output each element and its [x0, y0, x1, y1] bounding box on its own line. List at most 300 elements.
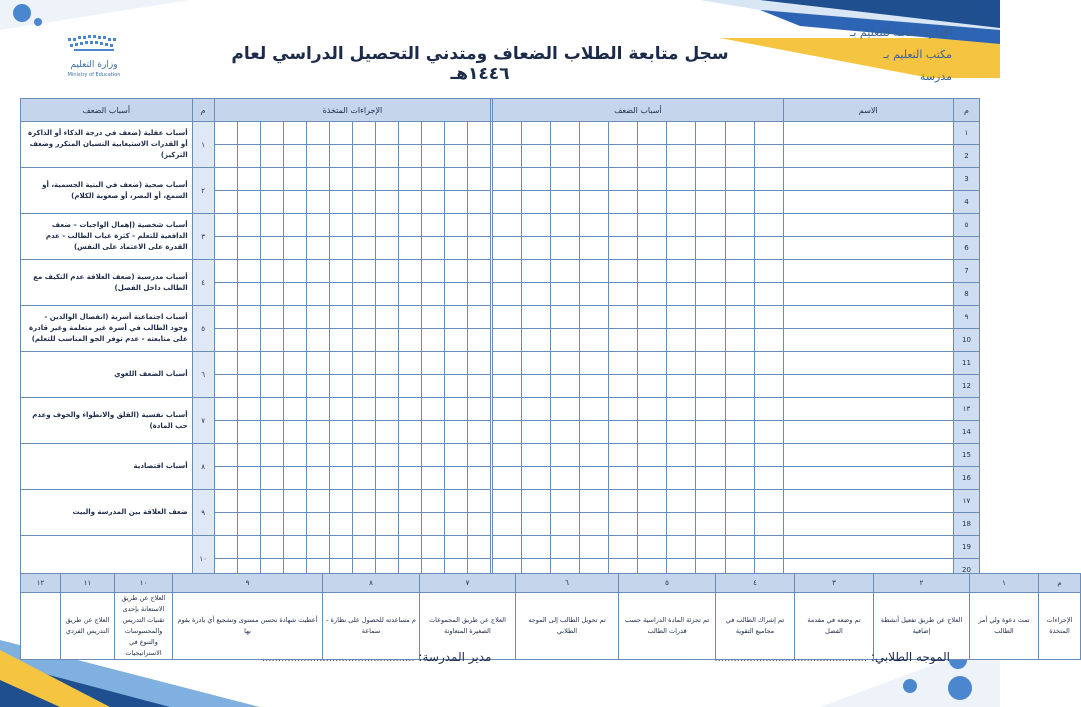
action-check-cell[interactable] [445, 260, 468, 283]
weakness-check-cell[interactable] [551, 490, 580, 513]
weakness-check-cell[interactable] [725, 352, 754, 375]
weakness-check-cell[interactable] [667, 398, 696, 421]
action-check-cell[interactable] [422, 490, 445, 513]
weakness-check-cell[interactable] [725, 329, 754, 352]
action-check-cell[interactable] [352, 375, 375, 398]
weakness-check-cell[interactable] [580, 260, 609, 283]
action-check-cell[interactable] [306, 421, 329, 444]
action-check-cell[interactable] [376, 513, 399, 536]
weakness-check-cell[interactable] [725, 214, 754, 237]
action-check-cell[interactable] [237, 329, 260, 352]
action-check-cell[interactable] [352, 168, 375, 191]
action-check-cell[interactable] [445, 467, 468, 490]
action-check-cell[interactable] [237, 260, 260, 283]
action-check-cell[interactable] [214, 536, 237, 559]
action-check-cell[interactable] [329, 145, 352, 168]
action-check-cell[interactable] [283, 191, 306, 214]
weakness-check-cell[interactable] [580, 490, 609, 513]
action-check-cell[interactable] [237, 536, 260, 559]
weakness-check-cell[interactable] [493, 490, 522, 513]
weakness-check-cell[interactable] [725, 398, 754, 421]
action-check-cell[interactable] [260, 260, 283, 283]
action-check-cell[interactable] [445, 490, 468, 513]
weakness-check-cell[interactable] [638, 214, 667, 237]
weakness-check-cell[interactable] [609, 214, 638, 237]
weakness-check-cell[interactable] [493, 145, 522, 168]
action-check-cell[interactable] [214, 283, 237, 306]
action-check-cell[interactable] [399, 260, 422, 283]
action-check-cell[interactable] [352, 191, 375, 214]
weakness-check-cell[interactable] [638, 191, 667, 214]
action-check-cell[interactable] [399, 490, 422, 513]
weakness-check-cell[interactable] [696, 122, 725, 145]
action-check-cell[interactable] [237, 214, 260, 237]
action-check-cell[interactable] [214, 260, 237, 283]
action-check-cell[interactable] [422, 237, 445, 260]
action-check-cell[interactable] [352, 490, 375, 513]
action-check-cell[interactable] [214, 375, 237, 398]
action-check-cell[interactable] [214, 490, 237, 513]
action-check-cell[interactable] [445, 191, 468, 214]
weakness-check-cell[interactable] [580, 214, 609, 237]
action-check-cell[interactable] [445, 513, 468, 536]
weakness-check-cell[interactable] [493, 237, 522, 260]
action-check-cell[interactable] [399, 283, 422, 306]
weakness-check-cell[interactable] [551, 122, 580, 145]
action-check-cell[interactable] [445, 329, 468, 352]
weakness-check-cell[interactable] [638, 352, 667, 375]
action-check-cell[interactable] [399, 375, 422, 398]
action-check-cell[interactable] [422, 306, 445, 329]
action-check-cell[interactable] [468, 444, 491, 467]
action-check-cell[interactable] [376, 467, 399, 490]
weakness-check-cell[interactable] [551, 375, 580, 398]
weakness-check-cell[interactable] [754, 398, 783, 421]
weakness-check-cell[interactable] [580, 513, 609, 536]
weakness-check-cell[interactable] [522, 444, 551, 467]
action-check-cell[interactable] [214, 306, 237, 329]
weakness-check-cell[interactable] [551, 444, 580, 467]
action-check-cell[interactable] [376, 237, 399, 260]
action-check-cell[interactable] [376, 444, 399, 467]
action-check-cell[interactable] [422, 122, 445, 145]
weakness-check-cell[interactable] [725, 122, 754, 145]
weakness-check-cell[interactable] [696, 398, 725, 421]
weakness-check-cell[interactable] [696, 329, 725, 352]
action-check-cell[interactable] [376, 398, 399, 421]
weakness-check-cell[interactable] [522, 283, 551, 306]
action-check-cell[interactable] [376, 375, 399, 398]
action-check-cell[interactable] [422, 421, 445, 444]
weakness-check-cell[interactable] [696, 467, 725, 490]
weakness-check-cell[interactable] [551, 536, 580, 559]
weakness-check-cell[interactable] [580, 168, 609, 191]
action-check-cell[interactable] [329, 421, 352, 444]
weakness-check-cell[interactable] [522, 398, 551, 421]
action-check-cell[interactable] [237, 237, 260, 260]
action-check-cell[interactable] [445, 283, 468, 306]
action-check-cell[interactable] [376, 490, 399, 513]
action-check-cell[interactable] [237, 421, 260, 444]
action-check-cell[interactable] [422, 467, 445, 490]
student-name-cell[interactable] [783, 444, 953, 467]
action-check-cell[interactable] [260, 145, 283, 168]
action-check-cell[interactable] [352, 536, 375, 559]
weakness-check-cell[interactable] [493, 122, 522, 145]
weakness-check-cell[interactable] [551, 398, 580, 421]
weakness-check-cell[interactable] [696, 444, 725, 467]
weakness-check-cell[interactable] [493, 283, 522, 306]
action-check-cell[interactable] [399, 421, 422, 444]
action-check-cell[interactable] [352, 444, 375, 467]
weakness-check-cell[interactable] [638, 375, 667, 398]
weakness-check-cell[interactable] [725, 375, 754, 398]
weakness-check-cell[interactable] [696, 490, 725, 513]
weakness-check-cell[interactable] [493, 375, 522, 398]
weakness-check-cell[interactable] [609, 398, 638, 421]
weakness-check-cell[interactable] [609, 191, 638, 214]
action-check-cell[interactable] [260, 467, 283, 490]
weakness-check-cell[interactable] [580, 375, 609, 398]
weakness-check-cell[interactable] [522, 122, 551, 145]
weakness-check-cell[interactable] [551, 191, 580, 214]
action-check-cell[interactable] [445, 168, 468, 191]
weakness-check-cell[interactable] [493, 536, 522, 559]
action-check-cell[interactable] [422, 145, 445, 168]
action-check-cell[interactable] [376, 168, 399, 191]
weakness-check-cell[interactable] [725, 536, 754, 559]
weakness-check-cell[interactable] [638, 145, 667, 168]
action-check-cell[interactable] [306, 375, 329, 398]
weakness-check-cell[interactable] [667, 467, 696, 490]
weakness-check-cell[interactable] [551, 306, 580, 329]
action-check-cell[interactable] [352, 329, 375, 352]
weakness-check-cell[interactable] [667, 536, 696, 559]
action-check-cell[interactable] [422, 191, 445, 214]
action-check-cell[interactable] [214, 214, 237, 237]
action-check-cell[interactable] [329, 306, 352, 329]
weakness-check-cell[interactable] [638, 513, 667, 536]
weakness-check-cell[interactable] [551, 352, 580, 375]
weakness-check-cell[interactable] [551, 283, 580, 306]
action-check-cell[interactable] [376, 145, 399, 168]
weakness-check-cell[interactable] [580, 191, 609, 214]
action-check-cell[interactable] [260, 329, 283, 352]
weakness-check-cell[interactable] [725, 444, 754, 467]
action-check-cell[interactable] [214, 122, 237, 145]
action-check-cell[interactable] [237, 467, 260, 490]
student-name-cell[interactable] [783, 306, 953, 329]
weakness-check-cell[interactable] [609, 145, 638, 168]
weakness-check-cell[interactable] [522, 329, 551, 352]
action-check-cell[interactable] [399, 122, 422, 145]
action-check-cell[interactable] [260, 122, 283, 145]
action-check-cell[interactable] [214, 398, 237, 421]
weakness-check-cell[interactable] [696, 145, 725, 168]
weakness-check-cell[interactable] [609, 444, 638, 467]
action-check-cell[interactable] [352, 237, 375, 260]
weakness-check-cell[interactable] [667, 237, 696, 260]
weakness-check-cell[interactable] [754, 283, 783, 306]
student-name-cell[interactable] [783, 191, 953, 214]
action-check-cell[interactable] [468, 283, 491, 306]
action-check-cell[interactable] [283, 375, 306, 398]
weakness-check-cell[interactable] [580, 283, 609, 306]
action-check-cell[interactable] [376, 260, 399, 283]
action-check-cell[interactable] [422, 329, 445, 352]
student-name-cell[interactable] [783, 329, 953, 352]
weakness-check-cell[interactable] [522, 237, 551, 260]
weakness-check-cell[interactable] [522, 536, 551, 559]
weakness-check-cell[interactable] [667, 122, 696, 145]
action-check-cell[interactable] [237, 145, 260, 168]
weakness-check-cell[interactable] [696, 214, 725, 237]
weakness-check-cell[interactable] [609, 513, 638, 536]
weakness-check-cell[interactable] [551, 168, 580, 191]
weakness-check-cell[interactable] [754, 237, 783, 260]
weakness-check-cell[interactable] [609, 122, 638, 145]
action-check-cell[interactable] [260, 283, 283, 306]
action-check-cell[interactable] [399, 398, 422, 421]
weakness-check-cell[interactable] [522, 214, 551, 237]
weakness-check-cell[interactable] [754, 306, 783, 329]
weakness-check-cell[interactable] [696, 513, 725, 536]
weakness-check-cell[interactable] [609, 329, 638, 352]
weakness-check-cell[interactable] [754, 145, 783, 168]
weakness-check-cell[interactable] [609, 168, 638, 191]
weakness-check-cell[interactable] [696, 306, 725, 329]
action-check-cell[interactable] [306, 260, 329, 283]
weakness-check-cell[interactable] [667, 329, 696, 352]
weakness-check-cell[interactable] [580, 444, 609, 467]
weakness-check-cell[interactable] [638, 283, 667, 306]
action-check-cell[interactable] [468, 260, 491, 283]
action-check-cell[interactable] [399, 191, 422, 214]
weakness-check-cell[interactable] [725, 168, 754, 191]
action-check-cell[interactable] [352, 513, 375, 536]
action-check-cell[interactable] [399, 513, 422, 536]
weakness-check-cell[interactable] [493, 421, 522, 444]
action-check-cell[interactable] [468, 421, 491, 444]
action-check-cell[interactable] [376, 283, 399, 306]
action-check-cell[interactable] [376, 421, 399, 444]
weakness-check-cell[interactable] [522, 352, 551, 375]
weakness-check-cell[interactable] [696, 375, 725, 398]
action-check-cell[interactable] [237, 375, 260, 398]
action-check-cell[interactable] [445, 421, 468, 444]
weakness-check-cell[interactable] [609, 237, 638, 260]
action-check-cell[interactable] [445, 122, 468, 145]
weakness-check-cell[interactable] [551, 237, 580, 260]
weakness-check-cell[interactable] [551, 467, 580, 490]
weakness-check-cell[interactable] [522, 467, 551, 490]
action-check-cell[interactable] [283, 513, 306, 536]
student-name-cell[interactable] [783, 490, 953, 513]
action-check-cell[interactable] [260, 536, 283, 559]
weakness-check-cell[interactable] [493, 306, 522, 329]
action-check-cell[interactable] [329, 375, 352, 398]
student-name-cell[interactable] [783, 352, 953, 375]
action-check-cell[interactable] [376, 214, 399, 237]
action-check-cell[interactable] [329, 260, 352, 283]
weakness-check-cell[interactable] [493, 352, 522, 375]
action-check-cell[interactable] [399, 352, 422, 375]
action-check-cell[interactable] [283, 145, 306, 168]
weakness-check-cell[interactable] [725, 145, 754, 168]
action-check-cell[interactable] [260, 490, 283, 513]
action-check-cell[interactable] [214, 444, 237, 467]
weakness-check-cell[interactable] [638, 237, 667, 260]
action-check-cell[interactable] [468, 214, 491, 237]
weakness-check-cell[interactable] [522, 191, 551, 214]
action-check-cell[interactable] [445, 352, 468, 375]
weakness-check-cell[interactable] [667, 421, 696, 444]
action-check-cell[interactable] [468, 352, 491, 375]
action-check-cell[interactable] [283, 122, 306, 145]
weakness-check-cell[interactable] [725, 191, 754, 214]
weakness-check-cell[interactable] [754, 214, 783, 237]
action-check-cell[interactable] [468, 398, 491, 421]
weakness-check-cell[interactable] [493, 191, 522, 214]
action-check-cell[interactable] [399, 214, 422, 237]
action-check-cell[interactable] [237, 122, 260, 145]
action-check-cell[interactable] [283, 260, 306, 283]
weakness-check-cell[interactable] [696, 260, 725, 283]
weakness-check-cell[interactable] [754, 260, 783, 283]
student-name-cell[interactable] [783, 168, 953, 191]
weakness-check-cell[interactable] [580, 122, 609, 145]
action-check-cell[interactable] [329, 168, 352, 191]
action-check-cell[interactable] [260, 352, 283, 375]
action-check-cell[interactable] [283, 306, 306, 329]
weakness-check-cell[interactable] [754, 122, 783, 145]
weakness-check-cell[interactable] [580, 421, 609, 444]
action-check-cell[interactable] [306, 352, 329, 375]
action-check-cell[interactable] [283, 214, 306, 237]
action-check-cell[interactable] [214, 145, 237, 168]
action-check-cell[interactable] [376, 306, 399, 329]
action-check-cell[interactable] [399, 168, 422, 191]
action-check-cell[interactable] [306, 191, 329, 214]
weakness-check-cell[interactable] [580, 398, 609, 421]
action-check-cell[interactable] [376, 329, 399, 352]
action-check-cell[interactable] [376, 191, 399, 214]
action-check-cell[interactable] [422, 260, 445, 283]
action-check-cell[interactable] [306, 237, 329, 260]
action-check-cell[interactable] [283, 237, 306, 260]
action-check-cell[interactable] [399, 145, 422, 168]
weakness-check-cell[interactable] [725, 513, 754, 536]
action-check-cell[interactable] [468, 122, 491, 145]
action-check-cell[interactable] [422, 536, 445, 559]
action-check-cell[interactable] [283, 352, 306, 375]
action-check-cell[interactable] [329, 444, 352, 467]
weakness-check-cell[interactable] [609, 421, 638, 444]
weakness-check-cell[interactable] [754, 421, 783, 444]
weakness-check-cell[interactable] [638, 329, 667, 352]
action-check-cell[interactable] [214, 191, 237, 214]
weakness-check-cell[interactable] [493, 444, 522, 467]
weakness-check-cell[interactable] [609, 306, 638, 329]
weakness-check-cell[interactable] [725, 260, 754, 283]
action-check-cell[interactable] [352, 122, 375, 145]
action-check-cell[interactable] [399, 329, 422, 352]
action-check-cell[interactable] [237, 490, 260, 513]
weakness-check-cell[interactable] [580, 306, 609, 329]
weakness-check-cell[interactable] [609, 283, 638, 306]
weakness-check-cell[interactable] [725, 490, 754, 513]
action-check-cell[interactable] [214, 421, 237, 444]
weakness-check-cell[interactable] [754, 467, 783, 490]
action-check-cell[interactable] [352, 283, 375, 306]
weakness-check-cell[interactable] [725, 237, 754, 260]
action-check-cell[interactable] [352, 145, 375, 168]
action-check-cell[interactable] [399, 237, 422, 260]
weakness-check-cell[interactable] [754, 444, 783, 467]
action-check-cell[interactable] [306, 145, 329, 168]
action-check-cell[interactable] [283, 490, 306, 513]
student-name-cell[interactable] [783, 214, 953, 237]
action-check-cell[interactable] [352, 214, 375, 237]
action-check-cell[interactable] [260, 398, 283, 421]
weakness-check-cell[interactable] [609, 490, 638, 513]
action-check-cell[interactable] [422, 352, 445, 375]
weakness-check-cell[interactable] [638, 168, 667, 191]
weakness-check-cell[interactable] [609, 260, 638, 283]
action-check-cell[interactable] [237, 352, 260, 375]
action-check-cell[interactable] [468, 536, 491, 559]
student-name-cell[interactable] [783, 398, 953, 421]
action-check-cell[interactable] [283, 283, 306, 306]
weakness-check-cell[interactable] [696, 352, 725, 375]
action-check-cell[interactable] [445, 237, 468, 260]
weakness-check-cell[interactable] [580, 352, 609, 375]
weakness-check-cell[interactable] [696, 237, 725, 260]
action-check-cell[interactable] [306, 467, 329, 490]
weakness-check-cell[interactable] [754, 536, 783, 559]
weakness-check-cell[interactable] [522, 145, 551, 168]
action-check-cell[interactable] [329, 490, 352, 513]
action-check-cell[interactable] [445, 444, 468, 467]
action-check-cell[interactable] [214, 513, 237, 536]
weakness-check-cell[interactable] [551, 260, 580, 283]
action-check-cell[interactable] [468, 237, 491, 260]
weakness-check-cell[interactable] [551, 513, 580, 536]
weakness-check-cell[interactable] [667, 260, 696, 283]
weakness-check-cell[interactable] [493, 398, 522, 421]
weakness-check-cell[interactable] [522, 490, 551, 513]
action-check-cell[interactable] [376, 536, 399, 559]
weakness-check-cell[interactable] [667, 214, 696, 237]
action-check-cell[interactable] [283, 444, 306, 467]
action-check-cell[interactable] [306, 306, 329, 329]
weakness-check-cell[interactable] [725, 421, 754, 444]
action-check-cell[interactable] [352, 421, 375, 444]
action-check-cell[interactable] [445, 536, 468, 559]
weakness-check-cell[interactable] [638, 398, 667, 421]
weakness-check-cell[interactable] [667, 191, 696, 214]
weakness-check-cell[interactable] [493, 513, 522, 536]
action-check-cell[interactable] [468, 490, 491, 513]
action-check-cell[interactable] [445, 398, 468, 421]
action-check-cell[interactable] [445, 375, 468, 398]
action-check-cell[interactable] [329, 237, 352, 260]
action-check-cell[interactable] [422, 398, 445, 421]
weakness-check-cell[interactable] [580, 145, 609, 168]
action-check-cell[interactable] [468, 191, 491, 214]
action-check-cell[interactable] [422, 283, 445, 306]
action-check-cell[interactable] [422, 444, 445, 467]
